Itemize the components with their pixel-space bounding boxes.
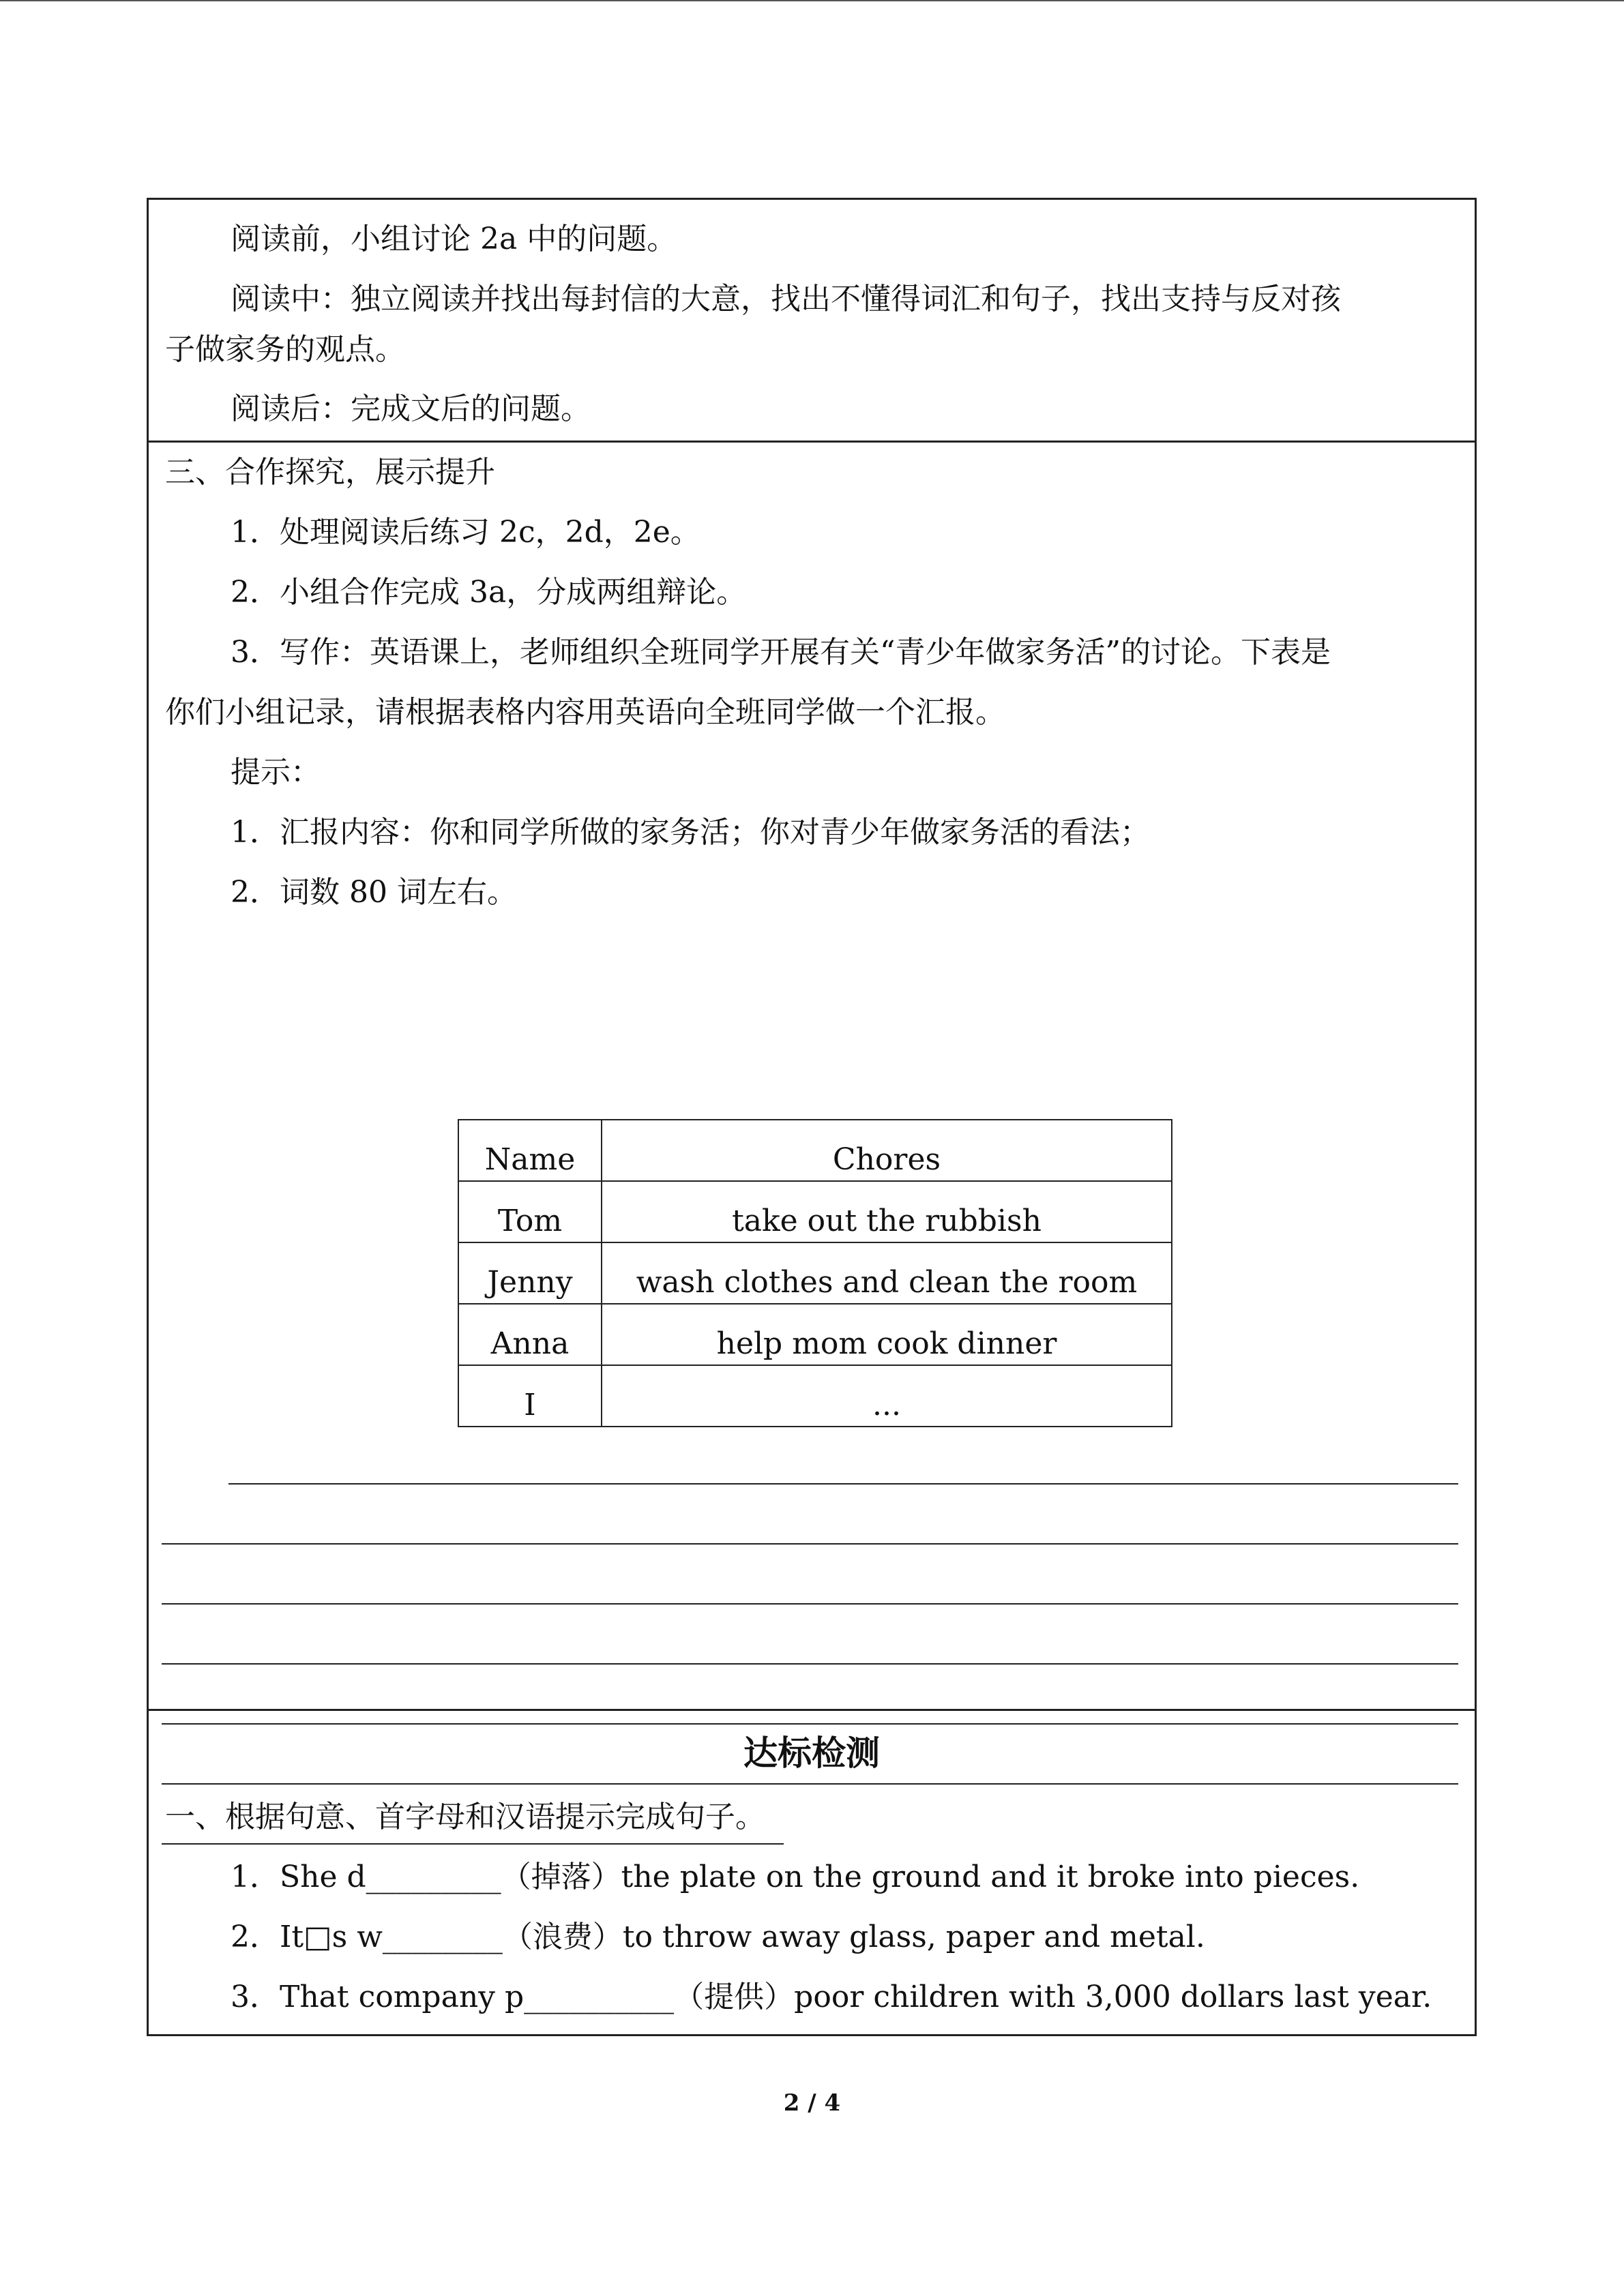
page-number: 2 / 4 (783, 2089, 841, 2117)
content-frame (147, 198, 1477, 2036)
row-name: Tom (458, 1181, 602, 1242)
cooperation-section (149, 443, 1475, 1711)
hint-2: 2．词数 80 词左右。 (231, 875, 517, 910)
table-header-row (458, 1120, 1172, 1181)
test-title: 达标检测 (743, 1733, 880, 1773)
row-chore: wash clothes and clean the room (602, 1242, 1172, 1304)
header-name: Name (458, 1120, 602, 1181)
task-item-3: 3．写作：英语课上，老师组织全班同学开展有关“青少年做家务活”的讨论。下表是 (231, 635, 1331, 670)
question-2: 2．It□s w________（浪费）to throw away glass, paper and metal. (231, 1920, 1205, 1954)
table-row (458, 1242, 1172, 1304)
row-name: Anna (458, 1304, 602, 1365)
table-row (458, 1304, 1172, 1365)
table-row (458, 1181, 1172, 1242)
pre-reading-line: 阅读前，小组讨论 2a 中的问题。 (231, 222, 677, 256)
row-chore: ... (602, 1365, 1172, 1427)
test-section (149, 1711, 1475, 2034)
post-reading-line: 阅读后：完成文后的问题。 (231, 391, 591, 426)
part1-heading: 一、根据句意、首字母和汉语提示完成句子。 (165, 1800, 765, 1834)
writing-line[interactable] (162, 1543, 1458, 1545)
row-chore: help mom cook dinner (602, 1304, 1172, 1365)
table-row (458, 1365, 1172, 1427)
question-3: 3．That company p__________（提供）poor children with 3,000 dollars last year. (231, 1980, 1432, 2014)
header-chores: Chores (602, 1120, 1172, 1181)
hint-label: 提示： (231, 755, 321, 790)
while-reading-line-cont: 子做家务的观点。 (165, 332, 405, 367)
writing-line[interactable] (228, 1483, 1458, 1485)
task-item-1: 1．处理阅读后练习 2c，2d，2e。 (231, 515, 700, 550)
writing-line[interactable] (162, 1663, 1458, 1665)
section-heading: 三、合作探究，展示提升 (165, 455, 495, 490)
hint-1: 1．汇报内容：你和同学所做的家务活；你对青少年做家务活的看法； (231, 815, 1150, 850)
task-item-2: 2．小组合作完成 3a，分成两组辩论。 (231, 575, 747, 610)
row-name: I (458, 1365, 602, 1427)
row-chore: take out the rubbish (602, 1181, 1172, 1242)
row-name: Jenny (458, 1242, 602, 1304)
question-1: 1．She d_________（掉落）the plate on the ground and it broke into pieces. (231, 1860, 1360, 1894)
writing-line[interactable] (162, 1603, 1458, 1605)
reading-steps-section (149, 200, 1475, 443)
chores-table (458, 1119, 1172, 1427)
task-item-3-cont: 你们小组记录，请根据表格内容用英语向全班同学做一个汇报。 (165, 695, 1005, 730)
while-reading-line: 阅读中：独立阅读并找出每封信的大意，找出不懂得词汇和句子，找出支持与反对孩 (231, 282, 1341, 316)
